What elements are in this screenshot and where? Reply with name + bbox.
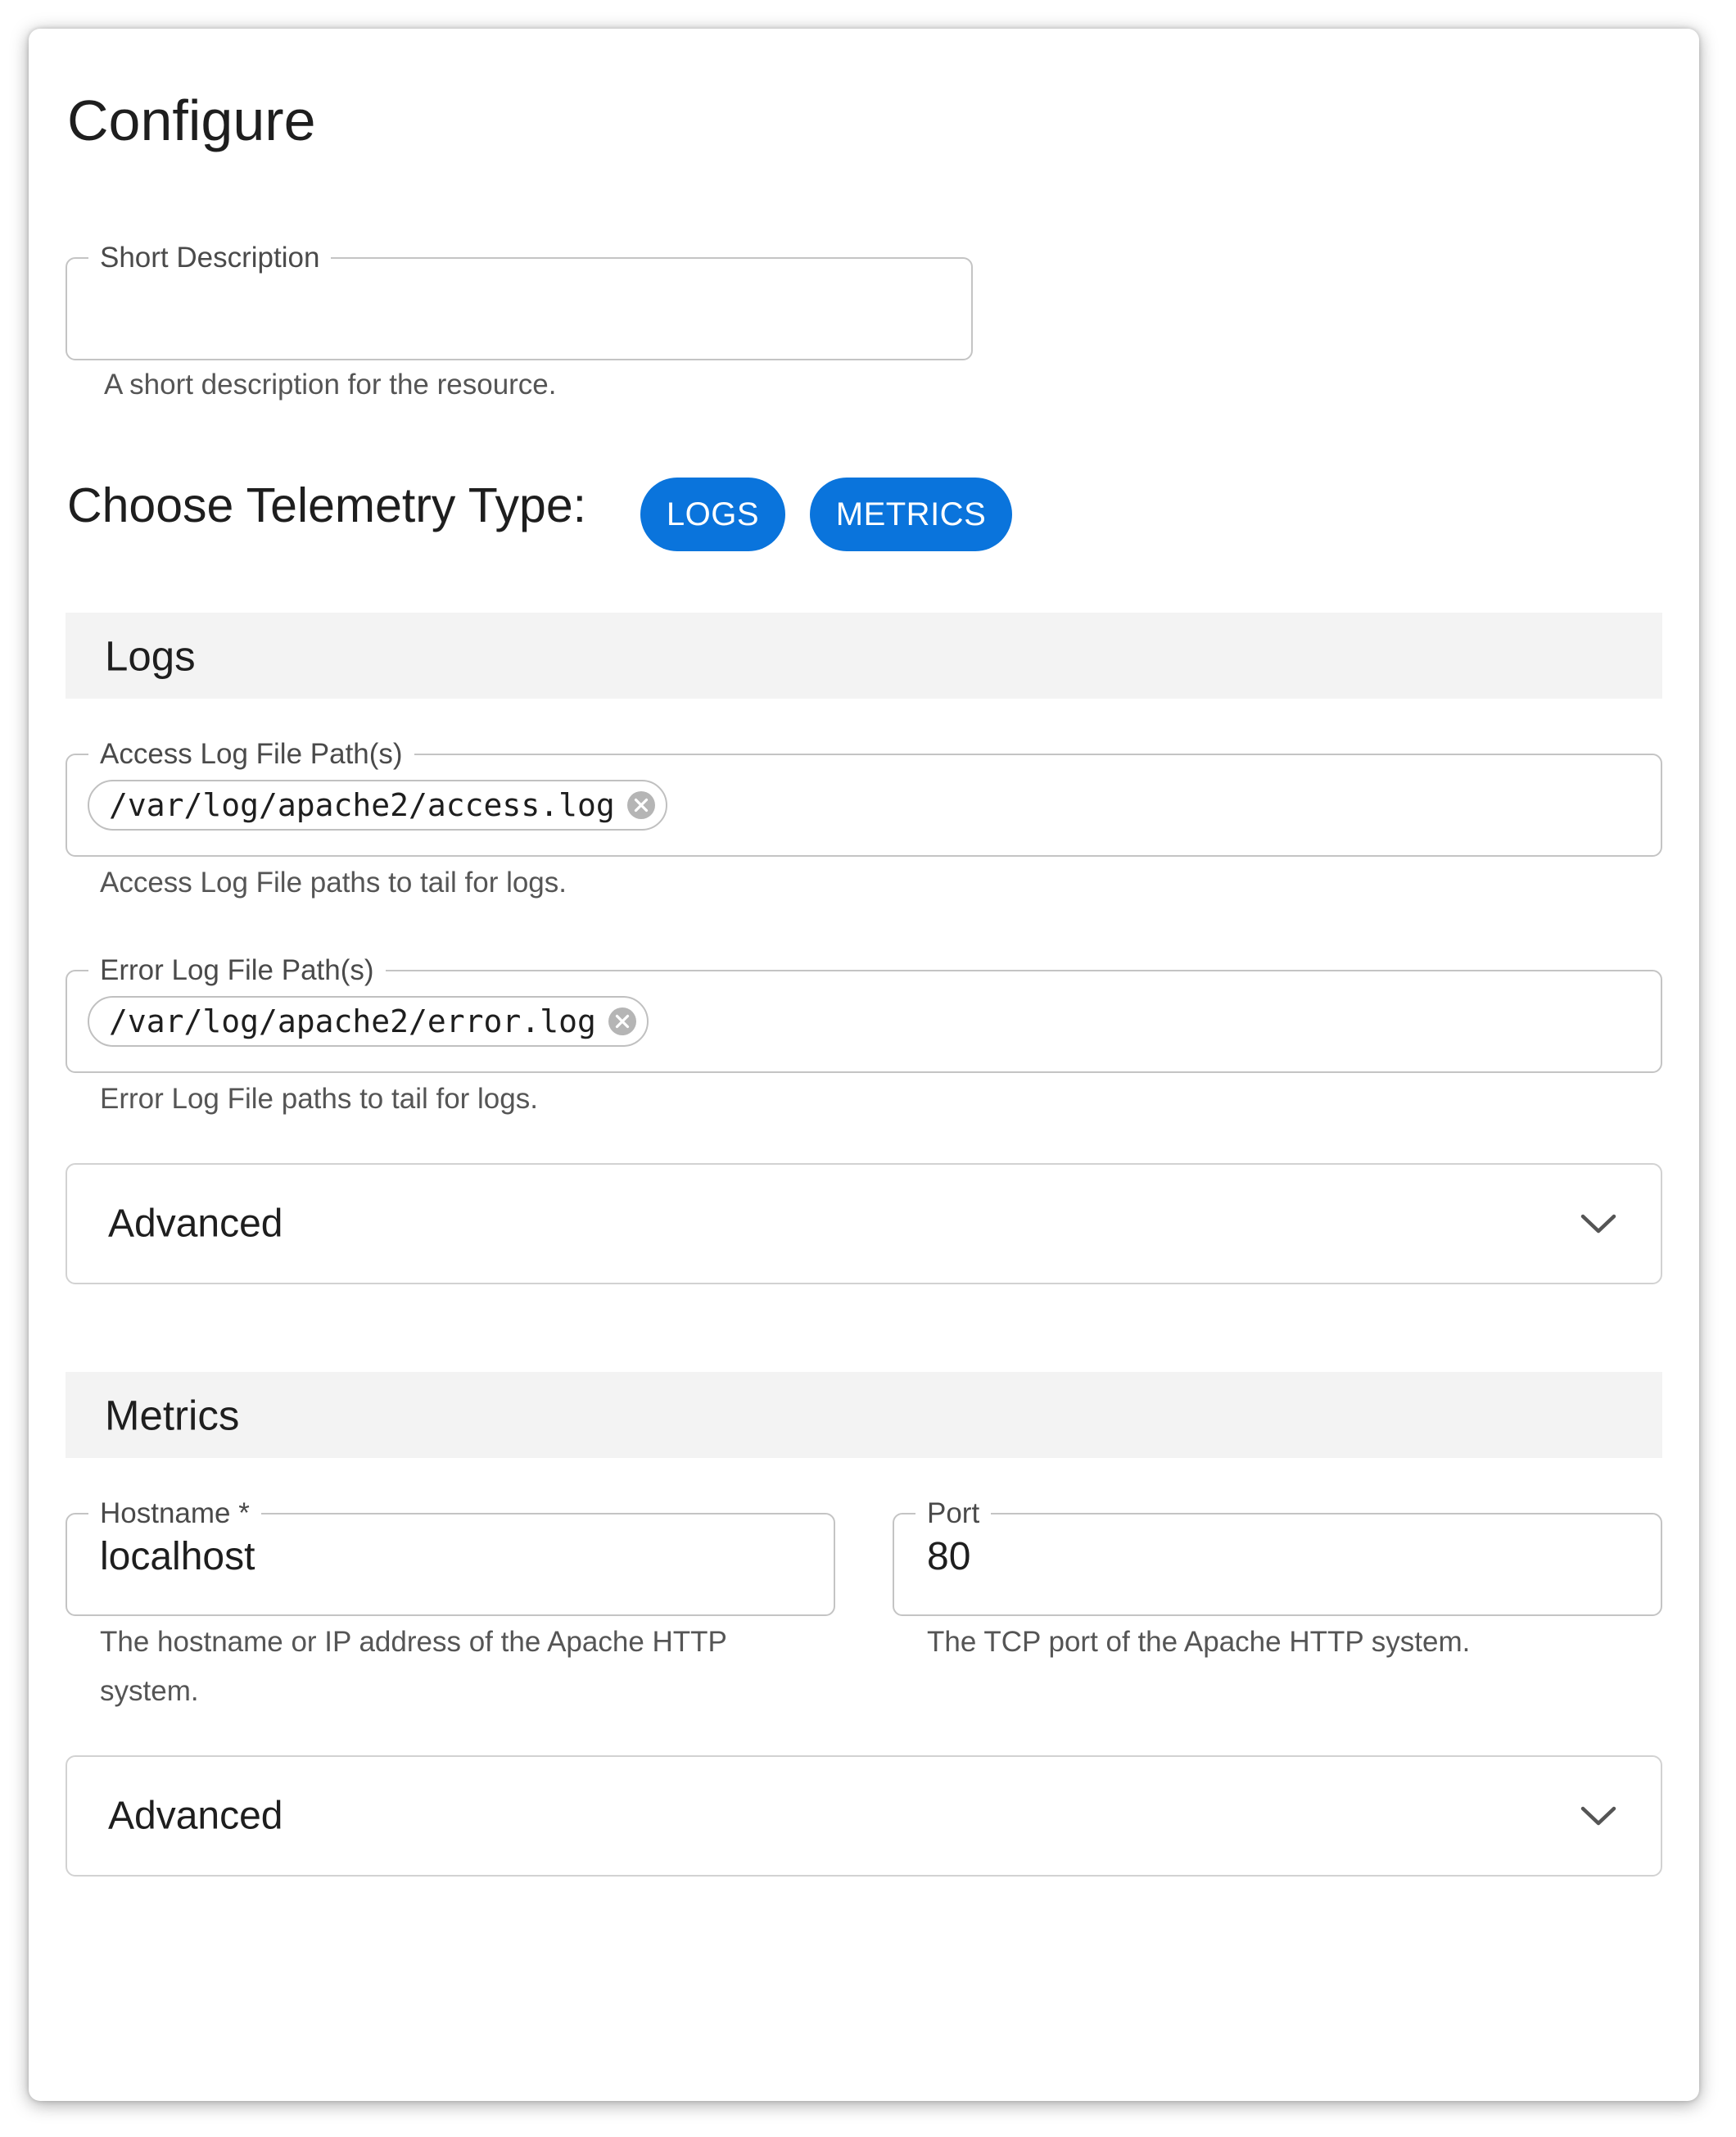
error-log-path-chip-text: /var/log/apache2/error.log (109, 1003, 596, 1039)
metrics-section-header (66, 1372, 1662, 1458)
logs-section-title: Logs (105, 632, 196, 679)
hostname-label: Hostname * (100, 1497, 250, 1529)
access-log-path-helper: Access Log File paths to tail for logs. (100, 867, 567, 899)
error-log-path-label: Error Log File Path(s) (100, 954, 374, 986)
hostname-field[interactable] (66, 1499, 835, 1616)
access-log-path-label: Access Log File Path(s) (100, 738, 403, 770)
close-circle-icon[interactable] (626, 790, 656, 820)
metrics-advanced-accordion[interactable] (66, 1755, 1662, 1877)
logs-advanced-label: Advanced (108, 1202, 283, 1246)
configure-card (29, 29, 1699, 2101)
metrics-advanced-label: Advanced (108, 1794, 283, 1838)
short-description-field[interactable] (66, 243, 973, 360)
error-log-path-chip (88, 996, 649, 1047)
close-circle-icon[interactable] (608, 1007, 637, 1036)
port-value[interactable]: 80 (927, 1535, 971, 1578)
port-label: Port (927, 1497, 980, 1529)
port-helper: The TCP port of the Apache HTTP system. (927, 1626, 1471, 1658)
error-log-path-helper: Error Log File paths to tail for logs. (100, 1083, 538, 1115)
chevron-down-icon[interactable] (1579, 1804, 1618, 1828)
port-field[interactable] (893, 1499, 1662, 1616)
telemetry-metrics-button[interactable]: METRICS (810, 478, 1012, 551)
telemetry-type-label: Choose Telemetry Type: (67, 478, 587, 532)
chevron-down-icon[interactable] (1579, 1211, 1618, 1236)
short-description-helper: A short description for the resource. (104, 369, 557, 401)
logs-advanced-accordion[interactable] (66, 1163, 1662, 1284)
hostname-value[interactable]: localhost (100, 1535, 255, 1578)
access-log-path-chip (88, 780, 667, 831)
metrics-section-title: Metrics (105, 1392, 240, 1438)
logs-section-header (66, 613, 1662, 699)
hostname-helper-line1: The hostname or IP address of the Apache HTTP (100, 1626, 727, 1658)
telemetry-logs-button[interactable]: LOGS (640, 478, 785, 551)
hostname-helper-line2: system. (100, 1675, 199, 1707)
short-description-label: Short Description (100, 242, 320, 274)
access-log-path-chip-text: /var/log/apache2/access.log (109, 787, 615, 823)
short-description-value[interactable] (85, 280, 953, 329)
page-title: Configure (67, 88, 316, 152)
